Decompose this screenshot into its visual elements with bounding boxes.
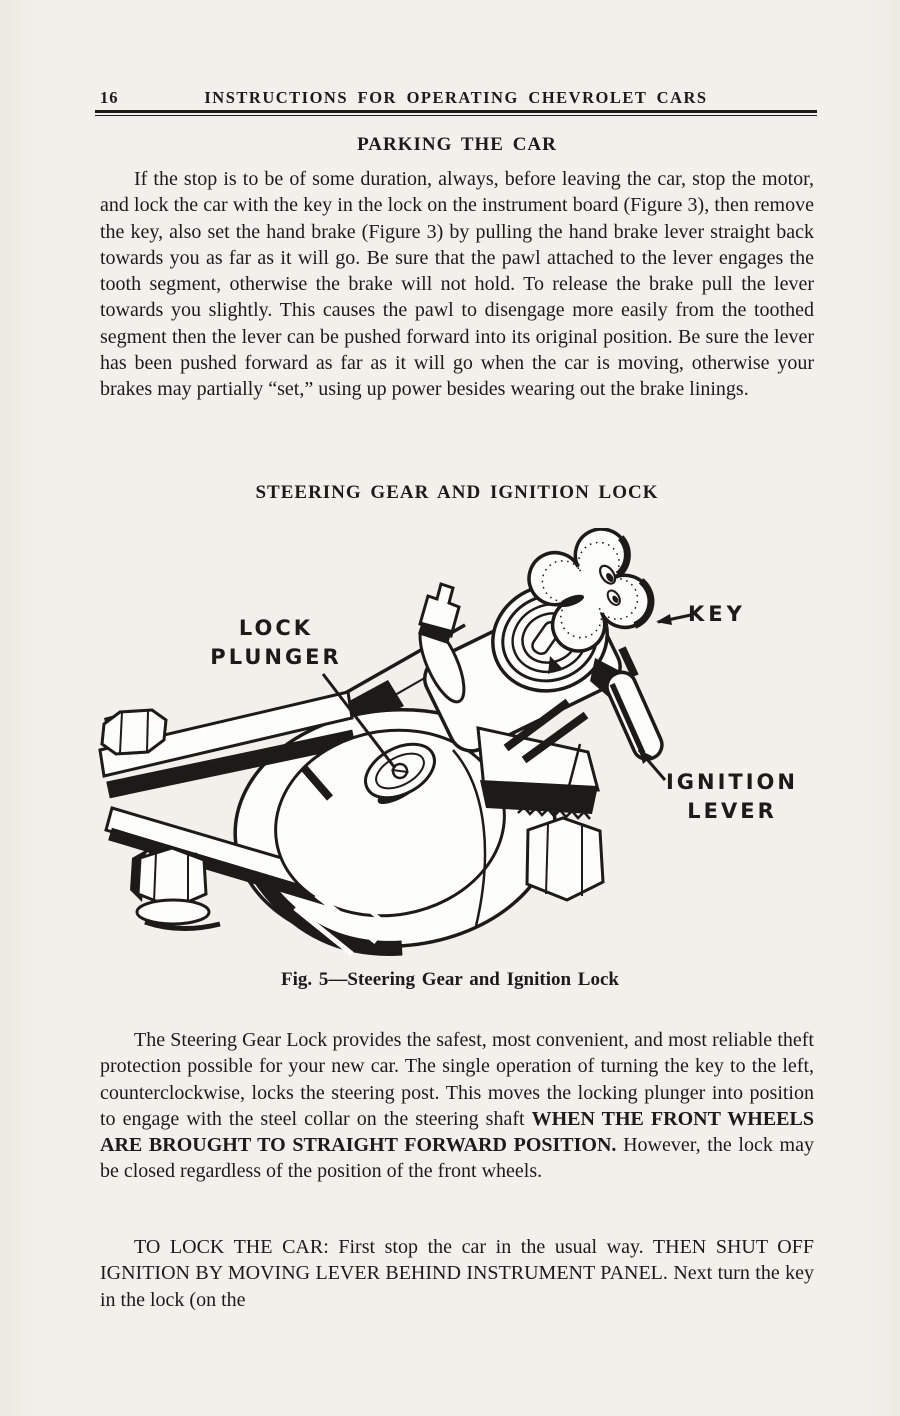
figure-5-steering-gear-ignition-lock	[90, 528, 810, 998]
page-header	[95, 88, 817, 108]
parking-paragraph: If the stop is to be of some duration, always, before leaving the car, stop the motor, and lock the car with the key in the lock on the instrument board (Figure 3), then remove the key, also set the hand brake (Figure 3) by pulling the hand brake lever straight back towards you as far as it will go. Be sure that the pawl attached to the lever engages the tooth segment, otherwise the brake will not hold. To release the brake pull the lever towards you slightly. This causes the pawl to disengage more easily from the toothed segment then the lever can be pushed forward into its original position. Be sure the lever has been pushed forward as far as it will go when the car is moving, otherwise your brakes may partially “set,” using up power besides wearing out the brake linings.	[100, 168, 814, 401]
ignition-lever-label-line2: LEVER	[687, 799, 777, 823]
steering-paragraph-2: TO LOCK THE CAR: First stop the car in the usual way. THEN SHUT OFF IGNITION BY MOVING LEVER BEHIND INSTRUMENT PANEL. Next turn the key in the lock (on the	[100, 1236, 814, 1311]
figure-label-lock-plunger	[186, 614, 366, 672]
steering-paragraph-1-bold: WHEN THE FRONT WHEELS ARE BROUGHT TO STRAIGHT FORWARD POSITION.	[100, 1107, 814, 1157]
column-bracket	[418, 584, 459, 644]
running-title: INSTRUCTIONS FOR OPERATING CHEVROLET CARS	[204, 88, 708, 107]
key-arrow	[656, 614, 691, 625]
upper-left-nut	[102, 710, 166, 754]
lock-plunger-label-line1: LOCK	[238, 616, 314, 640]
steering-paragraph-1-normal-2: However, the lock may be closed regardless of the position of the front wheels.	[100, 1134, 814, 1183]
steering-gear-drawing	[90, 528, 810, 998]
ignition-lever	[590, 658, 666, 764]
page-number: 16	[100, 88, 119, 107]
figure-label-ignition-lever	[658, 768, 806, 826]
steering-paragraph-1-normal-1: The Steering Gear Lock provides the safest, most convenient, and most reliable theft protection possible for your new car. The single operation of turning the key to the left, counterclockwise, locks the steering post. This moves the locking plunger into position to engage with the steel collar on the steering shaft	[100, 1029, 814, 1130]
figure-caption: Fig. 5—Steering Gear and Ignition Lock	[281, 969, 619, 990]
heading-parking-the-car: PARKING THE CAR	[357, 134, 557, 155]
steering-paragraph-1	[100, 1027, 814, 1185]
ignition-lever-label-line1: IGNITION	[665, 770, 798, 794]
lock-plunger-label-line2: PLUNGER	[210, 645, 342, 669]
figure-label-key: KEY	[688, 602, 746, 626]
heading-steering-gear: STEERING GEAR AND IGNITION LOCK	[255, 482, 659, 503]
header-rule	[95, 110, 817, 116]
